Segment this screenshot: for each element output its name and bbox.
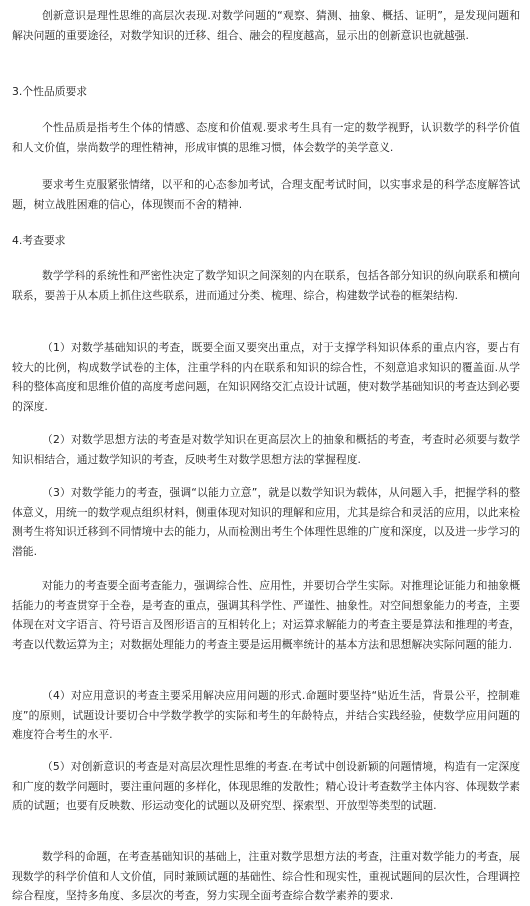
intro-paragraph: 创新意识是理性思维的高层次表现.对数学问题的“观察、猜测、抽象、概括、证明”，是发现问题和解决问题的重要途径，对数学知识的迁移、组合、融会的程度越高，显示出的创新意识也就越强. <box>12 9 520 42</box>
section-4-intro: 数学学科的系统性和严密性决定了数学知识之间深刻的内在联系，包括各部分知识的纵向联系和横向联系，要善于从本质上抓住这些联系，进而通过分类、梳理、综合，构建数学试卷的框架结构. <box>12 269 520 302</box>
requirement-item-3: （3）对数学能力的考查，强调“以能力立意”，就是以数学知识为载体，从问题入手，把握学科的整体意义，用统一的数学观点组织材料，侧重体现对知识的理解和应用，尤其是综合和灵活的应用，以此来检测考生将知识迁移到不同情境中去的能力，从而检测出考生个体理性思维的广度和深度，以及进一步学习的潜能. <box>12 486 520 558</box>
ability-paragraph: 对能力的考查要全面考查能力，强调综合性、应用性，并要切合学生实际。对推理论证能力和抽象概括能力的考查贯穿于全卷，是考查的重点，强调其科学性、严谨性、抽象性。对空间想象能力的考查，主要体现在对文字语言、符号语言及图形语言的互相转化上；对运算求解能力的考查主要是算法和推理的考查，考查以代数运算为主；对数据处理能力的考查主要是运用概率统计的基本方法和思想解决实际问题的能力. <box>12 579 520 651</box>
section-3-paragraph-2: 要求考生克服紧张情绪，以平和的心态参加考试，合理支配考试时间，以实事求是的科学态度解答试题，树立战胜困难的信心，体现锲而不舍的精神. <box>12 178 520 211</box>
requirement-item-1: （1）对数学基础知识的考查，既要全面又要突出重点，对于支撑学科知识体系的重点内容，要占有较大的比例，构成数学试卷的主体，注重学科的内在联系和知识的综合性，不刻意追求知识的覆盖面.从学科的整体高度和思维价值的高度考虑问题，在知识网络交汇点设计试题，使对数学基础知识的考查达到必要的深度. <box>12 341 520 413</box>
section-3-heading: 3.个性品质要求 <box>12 85 88 98</box>
closing-paragraph: 数学科的命题，在考查基础知识的基础上，注重对数学思想方法的考查，注重对数学能力的考查，展现数学的科学价值和人文价值，同时兼顾试题的基础性、综合性和现实性，重视试题间的层次性，合理调控综合程度，坚持多角度、多层次的考查，努力实现全面考查综合数学素养的要求. <box>12 850 520 902</box>
requirement-item-2: （2）对数学思想方法的考查是对数学知识在更高层次上的抽象和概括的考查，考查时必须要与数学知识相结合，通过数学知识的考查，反映考生对数学思想方法的掌握程度. <box>12 433 520 466</box>
section-3-paragraph-1: 个性品质是指考生个体的情感、态度和价值观.要求考生具有一定的数学视野，认识数学的科学价值和人文价值，崇尚数学的理性精神，形成审慎的思维习惯，体会数学的美学意义. <box>12 121 520 154</box>
requirement-item-4: （4）对应用意识的考查主要采用解决应用问题的形式.命题时要坚持“贴近生活，背景公平，控制难度”的原则，试题设计要切合中学数学教学的实际和考生的年龄特点，并结合实践经验，使数学应用问题的难度符合考生的水平. <box>12 689 520 741</box>
section-4-heading: 4.考查要求 <box>12 234 66 247</box>
requirement-item-5: （5）对创新意识的考查是对高层次理性思维的考查.在考试中创设新颖的问题情境，构造有一定深度和广度的数学问题时，要注重问题的多样化，体现思维的发散性；精心设计考查数学主体内容、体现数学素质的试题；也要有反映数、形运动变化的试题以及研究型、探索型、开放型等类型的试题. <box>12 760 520 812</box>
